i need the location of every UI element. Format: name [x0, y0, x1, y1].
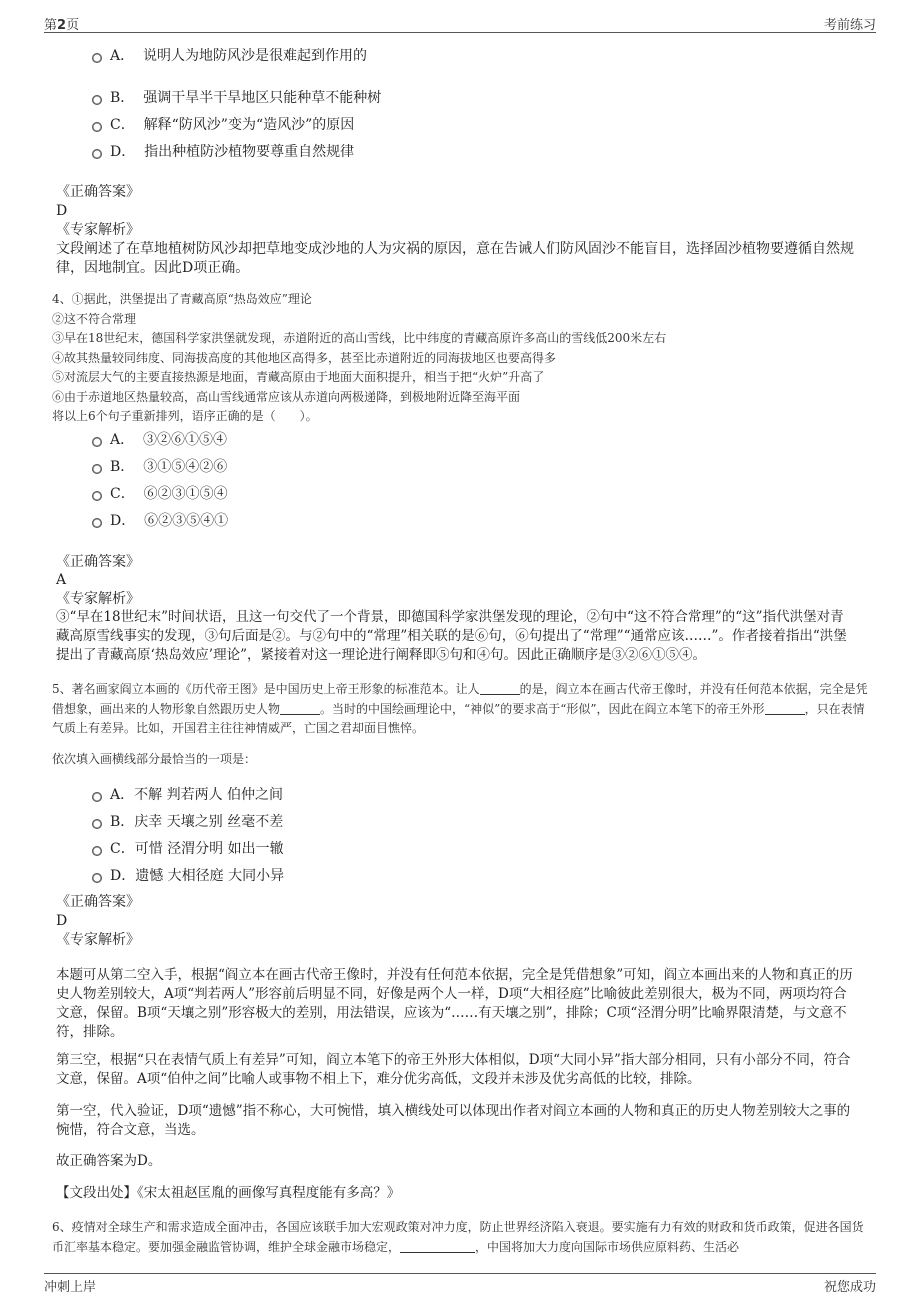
answer-value: D	[56, 203, 68, 219]
radio-icon[interactable]	[92, 792, 102, 802]
question-stem: 5、著名画家阎立本画的《历代帝王图》是中国历史上帝王形象的标准范本。让人 的是，阎立本在画古代帝王像时，并没有任何范本依据，完全是凭借想象，画出来的人物形象自然跟历史人物 。当时的中国绘画理论中，“神似”的要求高于“形似”，因此在阎立本笔下的帝王外形 ，只在表情气质上有差异。比如，开国君主往往神情威严，亡国之君却面目憔悴。	[52, 682, 868, 735]
option-d[interactable]: D． 指出种植防沙植物要尊重自然规律	[92, 142, 354, 162]
radio-icon[interactable]	[92, 846, 102, 856]
option-c[interactable]: C． 解释“防风沙”变为“造风沙”的原因	[92, 115, 354, 135]
question-line: ⑥由于赤道地区热量较高，高山雪线通常应该从赤道向两极递降，到极地附近降至海平面	[52, 390, 521, 404]
analysis-label: 《专家解析》	[56, 932, 140, 948]
question-line: 4、①据此，洪堡提出了青藏高原“热岛效应”理论	[52, 292, 312, 306]
question-prompt: 将以上6个句子重新排列，语序正确的是（ ）。	[52, 409, 318, 423]
radio-icon[interactable]	[92, 873, 102, 883]
radio-icon[interactable]	[92, 518, 102, 528]
answer-value: D	[56, 913, 68, 929]
option-b[interactable]: B．庆幸 天壤之别 丝毫不差	[92, 812, 283, 832]
option-d[interactable]: D． ⑥②③⑤④①	[92, 511, 228, 531]
radio-icon[interactable]	[92, 53, 102, 63]
page-number: 第2页	[44, 18, 80, 33]
question-stem: 6、疫情对全球生产和需求造成全面冲击，各国应该联手加大宏观政策对冲力度，防止世界经济陷入衰退。要实施有力有效的财政和货币政策，促进各国货币汇率基本稳定。要加强金融监管协调，维护全球金融市场稳定， ，中国将加大力度向国际市场供应原料药、生活必	[52, 1220, 864, 1254]
option-a[interactable]: A． 说明人为地防风沙是很难起到作用的	[92, 46, 367, 66]
fill-blank[interactable]	[765, 702, 805, 715]
page-footer	[44, 1273, 876, 1296]
option-b[interactable]: B． ③①⑤④②⑥	[92, 457, 227, 477]
page-header	[44, 14, 876, 33]
question-line: ④故其热量较同纬度、同海拔高度的其他地区高得多，甚至比赤道附近的同海拔地区也要高得多	[52, 351, 557, 365]
analysis-paragraph: 第一空，代入验证，D项“遗憾”指不称心，大可惋惜，填入横线处可以体现出作者对阎立本画的人物和真正的历史人物差别较大之事的惋惜，符合文意，当选。	[56, 1103, 851, 1138]
question-line: ⑤对流层大气的主要直接热源是地面，青藏高原由于地面大面积提升，相当于把“火炉”升高了	[52, 370, 545, 384]
option-b[interactable]: B． 强调干旱半干旱地区只能种草不能种树	[92, 88, 381, 108]
answer-label: 《正确答案》	[56, 554, 140, 570]
answer-label: 《正确答案》	[56, 894, 140, 910]
radio-icon[interactable]	[92, 149, 102, 159]
answer-value: A	[56, 572, 67, 588]
analysis-conclusion: 故正确答案为D。	[56, 1153, 162, 1169]
analysis-paragraph: 本题可从第二空入手，根据“阎立本在画古代帝王像时，并没有任何范本依据，完全是凭借想象”可知，阎立本画出来的人物和真正的历史人物差别较大，A项“判若两人”形容前后明显不同，好像是两个人一样，D项“大相径庭”比喻彼此差别很大，极为不同，两项均符合文意，保留。B项“天壤之别”形容极大的差别，用法错误，应该为“……有天壤之别”，排除；C项“泾渭分明”比喻界限清楚，与文意不符，排除。	[56, 967, 853, 1040]
option-a[interactable]: A．不解 判若两人 伯仲之间	[92, 785, 283, 805]
radio-icon[interactable]	[92, 819, 102, 829]
option-c[interactable]: C．可惜 泾渭分明 如出一辙	[92, 839, 284, 859]
fill-blank[interactable]	[400, 1240, 475, 1253]
footer-left: 冲刺上岸	[44, 1280, 97, 1295]
header-title: 考前练习	[823, 18, 876, 33]
radio-icon[interactable]	[92, 437, 102, 447]
radio-icon[interactable]	[92, 95, 102, 105]
question-line: ②这不符合常理	[52, 312, 137, 326]
footer-right: 祝您成功	[823, 1280, 876, 1295]
analysis-label: 《专家解析》	[56, 222, 140, 238]
option-c[interactable]: C． ⑥②③①⑤④	[92, 484, 228, 504]
radio-icon[interactable]	[92, 122, 102, 132]
analysis-paragraph: 第三空，根据“只在表情气质上有差异”可知，阎立本笔下的帝王外形大体相似，D项“大同小异”指大部分相同，只有小部分不同，符合文意，保留。A项“伯仲之间”比喻人或事物不相上下，难分优劣高低，文段并未涉及优劣高低的比较，排除。	[56, 1052, 851, 1087]
fill-blank[interactable]	[480, 682, 520, 695]
option-a[interactable]: A． ③②⑥①⑤④	[92, 430, 227, 450]
question-line: ③早在18世纪末，德国科学家洪堡就发现，赤道附近的高山雪线，比中纬度的青藏高原许多高山的雪线低200米左右	[52, 331, 667, 345]
radio-icon[interactable]	[92, 464, 102, 474]
answer-label: 《正确答案》	[56, 184, 140, 200]
analysis-text: ③“早在18世纪末”时间状语，且这一句交代了一个背景，即德国科学家洪堡发现的理论，②句中“这不符合常理”的“这”指代洪堡对青藏高原雪线事实的发现，③句后面是②。与②句中的“常理”相关联的是⑥句，⑥句提出了“常理”“通常应该……”。作者接着指出“洪堡提出了青藏高原‘热岛效应’理论”，紧接着对这一理论进行阐释即⑤句和④句。因此正确顺序是③②⑥①⑤④。	[56, 609, 847, 663]
option-d[interactable]: D．遗憾 大相径庭 大同小异	[92, 866, 284, 886]
analysis-text: 文段阐述了在草地植树防风沙却把草地变成沙地的人为灾祸的原因，意在告诫人们防风固沙不能盲目，选择固沙植物要遵循自然规律，因地制宜。因此D项正确。	[56, 241, 854, 276]
source-citation: 【文段出处】《宋太祖赵匡胤的画像写真程度能有多高？》	[56, 1185, 401, 1201]
analysis-label: 《专家解析》	[56, 591, 140, 607]
fill-blank[interactable]	[280, 702, 320, 715]
question-prompt: 依次填入画横线部分最恰当的一项是：	[52, 752, 257, 766]
radio-icon[interactable]	[92, 491, 102, 501]
